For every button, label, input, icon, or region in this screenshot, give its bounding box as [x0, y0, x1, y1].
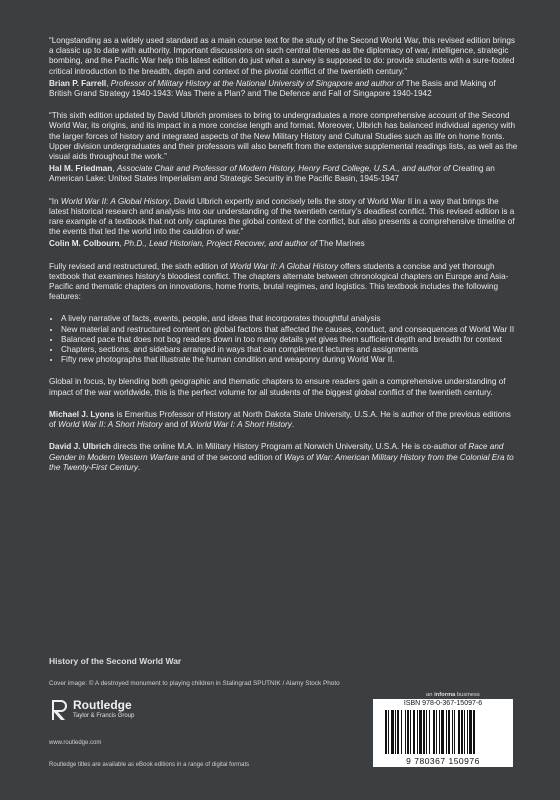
- author-bio-1: [49, 410, 519, 430]
- barcode-bar: [407, 710, 409, 754]
- reviewer-name-3: Colin M. Colbourn: [49, 239, 120, 249]
- back-cover-text: [49, 36, 519, 485]
- series-title: History of the Second World War: [49, 656, 182, 666]
- feature-item: • New material and restructured content on global factors that affected the causes, conduct, and consequences of World War II: [61, 325, 519, 335]
- barcode-bar: [467, 710, 468, 754]
- barcode-bar: [469, 710, 472, 754]
- isbn-text: ISBN 978-0-367-15097-6: [403, 700, 483, 707]
- publisher-group: Taylor & Francis Group: [73, 713, 135, 719]
- barcode-bar: [433, 710, 435, 754]
- author-name-1: Michael J. Lyons: [49, 409, 115, 419]
- description-closing: Global in focus, by blending both geographic and thematic chapters to ensure readers gain a comprehensive understanding of impact of the war worldwide, this is the perfect volume for all students of the biggest global conflict of the twentieth century.: [49, 377, 506, 397]
- description-intro-title: World War II: A Global History: [229, 261, 339, 271]
- author-bio-1-pre: is Emeritus Professor of History at North Dakota State University, U.S.A. He is author of the previous editions of: [49, 409, 511, 430]
- informa-post: business: [455, 692, 480, 698]
- barcode-bar: [410, 710, 411, 754]
- review-quote-3-title: World War II: A Global History: [60, 196, 170, 206]
- author-bio-2-pre: directs the online M.A. in Military History Program at Norwich University, U.S.A. He is co-author of: [110, 442, 469, 452]
- feature-item: • Balanced pace that does not bog readers down in too many details yet gives them sufficient depth and breadth for context: [61, 335, 519, 345]
- barcode-bar: [441, 710, 444, 754]
- review-quote-3-pre: “In: [49, 196, 61, 206]
- cover-image-credit: Cover image: © A destroyed monument to playing children in Stalingrad SPUTNIK / Alamy Stock Photo: [49, 680, 340, 687]
- description-intro-pre: Fully revised and restructured, the sixth edition of: [49, 261, 230, 271]
- publisher-url: www.routledge.com: [49, 740, 102, 746]
- feature-item: • Chapters, sections, and sidebars arranged in ways that can complement lectures and assignments: [61, 345, 519, 355]
- publisher-name: Routledge: [73, 698, 132, 712]
- author-bio-2-mid: and of the second edition of: [178, 452, 285, 462]
- review-quote-1: “Longstanding as a widely used standard as a main course text for the study of the Second World War, this revised edition brings a classic up to date with authority. Important discussions on such central themes as the diplomacy of war, intelligence, strategic bombing, and the Pacific War help this latest edition do just what a survey is supposed to do: provide students with a sure-footed critical introduction to the breadth, depth and context of the pivotal conflict of the twentieth century.”: [49, 36, 516, 76]
- barcode-bar: [397, 710, 399, 754]
- author-bio-1-title1: World War II: A Short History: [58, 420, 163, 430]
- feature-list: [49, 314, 519, 365]
- barcode-bars: [383, 710, 503, 756]
- reviewer-works-3: The Marines: [319, 239, 365, 249]
- author-bio-1-title2: World War I: A Short History: [189, 420, 292, 430]
- author-name-2: David J. Ulbrich: [49, 442, 111, 452]
- reviewer-works-1: The Basis and Making of British Grand Strategy 1940-1943: Was There a Plan? and The Defence and Fall of Singapore 1940-1942: [49, 78, 496, 99]
- reviewer-works-2: Creating an American Lake: United States Imperialism and Strategic Security in the Pacific Basin, 1945-1947: [49, 164, 495, 184]
- barcode-bar: [429, 710, 430, 754]
- barcode-bar: [405, 710, 406, 754]
- barcode-bar: [461, 710, 463, 754]
- barcode-bar: [423, 710, 425, 754]
- author-bio-2-title1: Race and Gender in Modern Western Warfare: [49, 442, 504, 462]
- barcode-bar: [436, 710, 437, 754]
- barcode-bar: [401, 710, 402, 754]
- description-intro-post: offers students a concise and yet thorough textbook that examines history’s bloodiest conflict. The chapters alternate between chronological chapters on Europe and Asia-Pacific and thematic chapters on innovations, home fronts, brutal regimes, and logistics. This textbook includes the following features:: [49, 261, 509, 302]
- reviewer-role-2: Associate Chair and Professor of Modern History, Henry Ford College, U.S.A., and author of: [116, 164, 451, 174]
- barcode-bar: [464, 710, 465, 754]
- barcode-bar: [473, 710, 475, 754]
- review-quote-3-post: , David Ulbrich expertly and concisely tells the story of World War II in a way that brings the latest historical research and analysis into our understanding of the twentieth century’s deadliest conflict. This revised edition is a rare example of a textbook that not only captures the global context of the conflict, but also presents a comprehensive timeline of the events that led the world into the cauldron of war.”: [49, 196, 515, 237]
- informa-business-note: [426, 692, 480, 698]
- barcode-bar: [426, 710, 427, 754]
- feature-item: • A lively narrative of facts, events, people, and ideas that incorporates thoughtful analysis: [61, 314, 519, 324]
- publisher-logo: [49, 698, 169, 734]
- author-bio-2-post: .: [138, 462, 141, 472]
- barcode-bar: [452, 710, 453, 754]
- review-attribution-2: Hal M. Friedman, Associate Chair and Professor of Modern History, Henry Ford College, U.S.A., and author of Creating an American Lake: United States Imperialism and Strategic Security in the Pacific Basin, 1945-1947: [49, 164, 495, 184]
- barcode-bar: [419, 710, 422, 754]
- reviewer-name-2: Hal M. Friedman: [49, 164, 113, 174]
- author-bio-2: [49, 442, 519, 473]
- barcode-bar: [458, 710, 460, 754]
- review-attribution-3: [49, 239, 519, 249]
- informa-pre: an: [426, 692, 435, 698]
- barcode-bar: [385, 710, 387, 754]
- barcode-bar: [417, 710, 418, 754]
- barcode-bar: [439, 710, 440, 754]
- ebook-note: Routledge titles are available as eBook editions in a range of digital formats: [49, 762, 250, 768]
- review-quote-3: [49, 197, 519, 238]
- reviewer-role-1: Professor of Military History at the National University of Singapore and author of: [110, 78, 404, 88]
- isbn-barcode: [373, 699, 513, 767]
- barcode-bar: [391, 710, 394, 754]
- barcode-bar: [388, 710, 389, 754]
- book-description: [49, 262, 519, 303]
- barcode-bar: [448, 710, 450, 754]
- feature-item: • Fifty new photographs that illustrate the human condition and weaponry during World War II.: [61, 355, 519, 365]
- isbn-digits: 9 780367 150976: [406, 756, 480, 766]
- barcode-bar: [395, 710, 396, 754]
- barcode-bar: [446, 710, 447, 754]
- author-bio-2-title2: Ways of War: American Military History from the Colonial Era to the Twenty-First Century: [49, 452, 514, 472]
- review-quote-2: “This sixth edition updated by David Ulbrich promises to bring to undergraduates a more comprehensive account of the Second World War, its origins, and its impact in a more concise length and format. Moreover, Ulbrich has balanced individual agency with the larger forces of history and integrated aspects of the New Military History and Cultural Studies such as life on home fronts. Upper division undergraduates and their professors will also benefit from the extensive supplemental readings lists, as well as the visual aids throughout the work.”: [49, 111, 518, 162]
- informa-brand: informa: [434, 692, 456, 698]
- author-bio-1-mid: and of: [162, 420, 190, 430]
- reviewer-name-1: Brian P. Farrell: [49, 78, 107, 88]
- reviewer-role-3: , Ph.D., Lead Historian, Project Recover, and author of: [119, 239, 318, 249]
- review-attribution-1: Brian P. Farrell, Professor of Military History at the National University of Singapore and author of The Basis and Making of British Grand Strategy 1940-1943: Was There a Plan? and The Defence and Fall of Singapore 1940-1942: [49, 78, 496, 99]
- author-bio-1-post: .: [291, 420, 295, 430]
- barcode-bar: [454, 710, 455, 754]
- barcode-bar: [413, 710, 415, 754]
- routledge-logo-icon: [49, 698, 69, 722]
